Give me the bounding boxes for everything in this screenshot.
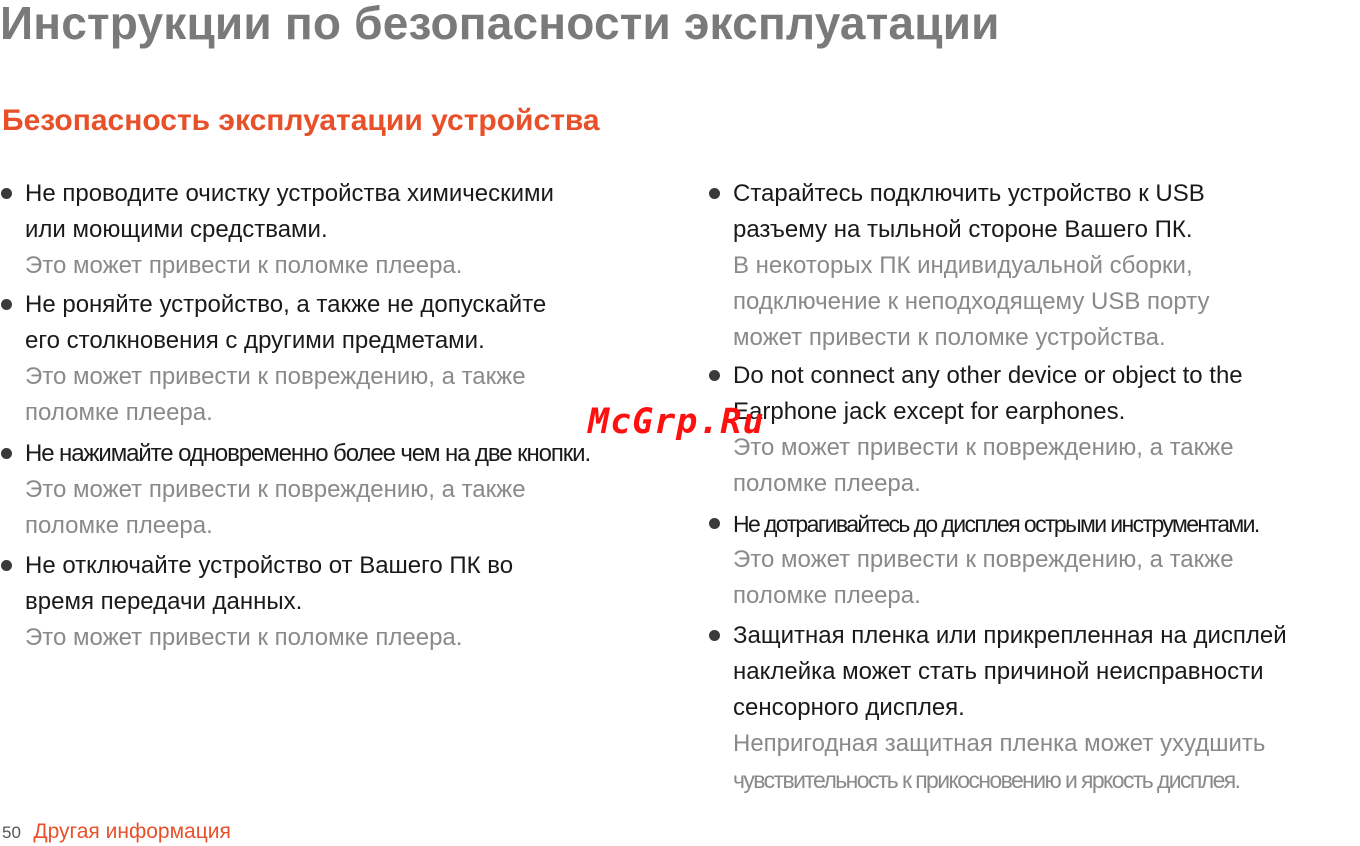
list-item [708,358,1360,502]
list-item [708,506,1360,614]
list-item [0,176,680,284]
page-number: 50 [2,823,21,842]
bullet-icon [1,448,12,459]
instruction-text: Защитная пленка или прикрепленная на дисплей наклейка может стать причиной неисправности сенсорного дисплея. [733,622,1287,721]
instruction-text: Не проводите очистку устройства химическими или моющими средствами. [25,180,554,243]
bullet-icon [709,518,720,529]
instruction-text: Не роняйте устройство, а также не допускайте его столкновения с другими предметами. [25,291,547,354]
list-item [708,618,1360,798]
instruction-text: Не отключайте устройство от Вашего ПК во время передачи данных. [25,552,514,615]
instruction-text: Не нажимайте одновременно более чем на две кнопки. [25,440,591,467]
bullet-icon [1,299,12,310]
consequence-note: Непригодная защитная пленка может ухудшить чувствительность к прикосновению и яркость дисплея. [733,730,1266,793]
bullet-icon [709,630,720,641]
consequence-note: Это может привести к повреждению, а также поломке плеера. [25,363,526,426]
bullet-icon [1,188,12,199]
consequence-note: Это может привести к повреждению, а также поломке плеера. [25,476,526,539]
list-item [708,176,1360,356]
list-item [0,436,680,544]
consequence-note: В некоторых ПК индивидуальной сборки, подключение к неподходящему USB порту может привести к поломке устройства. [733,252,1210,351]
right-column [708,176,1360,798]
bullet-icon [709,188,720,199]
consequence-note: Это может привести к поломке плеера. [25,252,463,279]
page-title: Инструкции по безопасности эксплуатации [0,0,1000,49]
bullet-icon [1,560,12,571]
list-item [0,287,680,431]
instruction-text: Do not connect any other device or object to the Earphone jack except for earphones. [733,362,1243,425]
page-footer [2,820,231,844]
consequence-note: Это может привести к повреждению, а также поломке плеера. [733,434,1234,497]
instruction-text: Не дотрагивайтесь до дисплея острыми инструментами. [733,511,1259,537]
consequence-note: Это может привести к поломке плеера. [25,624,463,651]
footer-section-label: Другая информация [33,820,231,843]
watermark: McGrp.Ru [588,402,765,442]
bullet-icon [709,370,720,381]
section-title: Безопасность эксплуатации устройства [2,104,600,137]
instruction-text: Старайтесь подключить устройство к USB разъему на тыльной стороне Вашего ПК. [733,180,1205,243]
list-item [0,548,680,656]
consequence-note: Это может привести к повреждению, а также поломке плеера. [733,546,1234,609]
left-column [0,176,680,656]
